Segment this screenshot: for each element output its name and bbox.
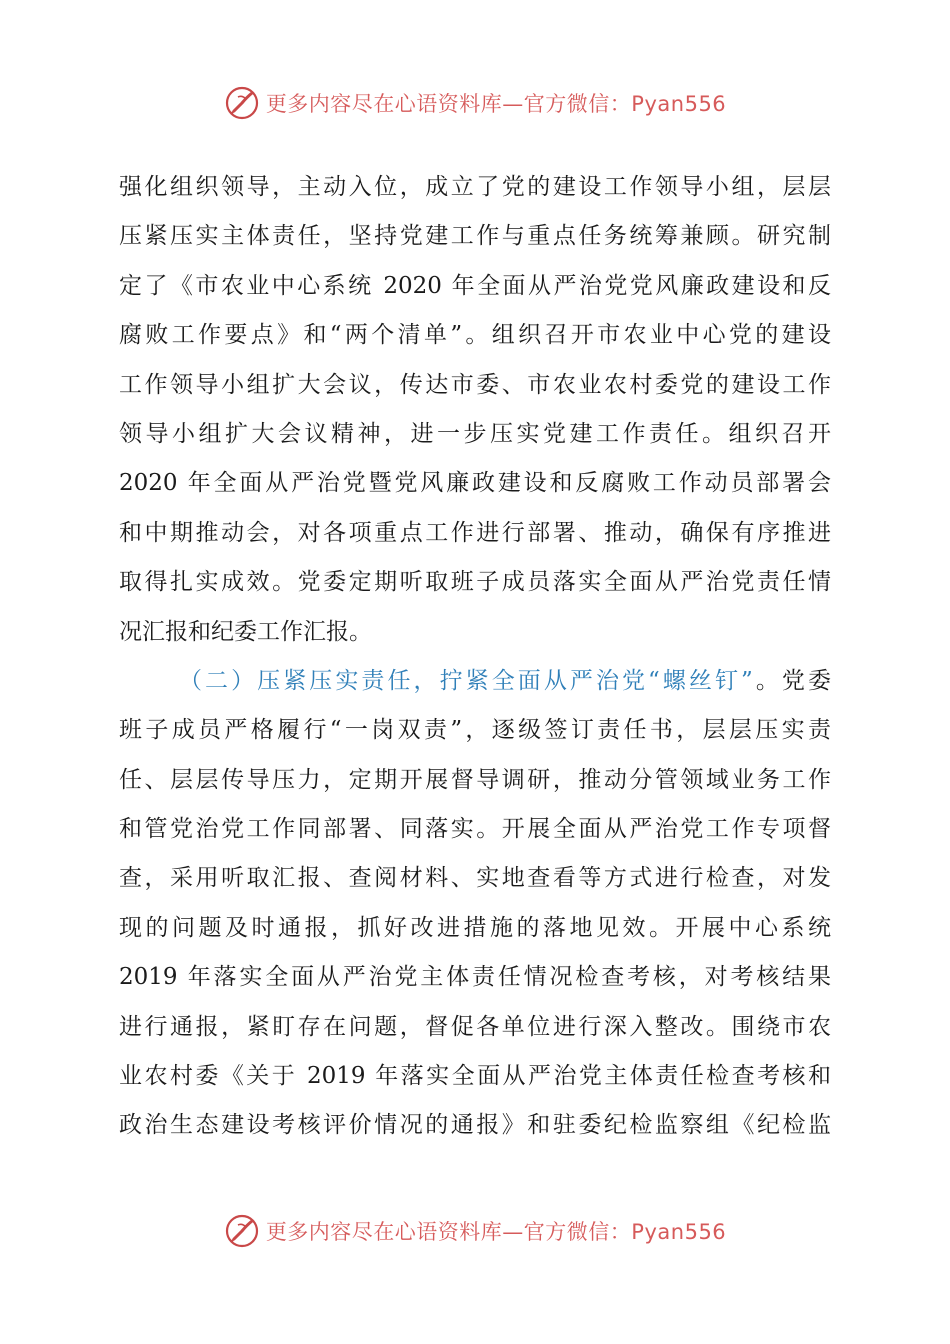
heading-trailing-text: 。党委 [752,667,831,694]
text-line: 2020 年全面从严治党暨党风廉政建设和反腐败工作动员部署会 [119,470,831,497]
text-line: 查，采用听取汇报、查阅材料、实地查看等方式进行检查，对发 [119,865,831,892]
watermark-text: 更多内容尽在心语资料库—官方微信：Pyan556 [265,1220,727,1244]
text-line: 定了《市农业中心系统 2020 年全面从严治党党风廉政建设和反 [119,272,831,299]
text-line: 和中期推动会，对各项重点工作进行部署、推动，确保有序推进 [119,519,831,546]
document-body [119,163,831,1151]
text-line: 况汇报和纪委工作汇报。 [119,618,372,645]
text-line: 进行通报，紧盯存在问题，督促各单位进行深入整改。围绕市农 [119,1013,831,1040]
footer-watermark [0,1211,950,1251]
watermark-text: 更多内容尽在心语资料库—官方微信：Pyan556 [265,92,727,116]
text-line: 现的问题及时通报，抓好改进措施的落地见效。开展中心系统 [119,914,831,941]
text-line: 取得扎实成效。党委定期听取班子成员落实全面从严治党责任情 [119,569,831,596]
pen-logo-icon [224,85,260,121]
section-heading-line [119,657,831,706]
text-line: 班子成员严格履行“一岗双责”，逐级签订责任书，层层压实责 [119,717,831,744]
text-line: 任、层层传导压力，定期开展督导调研，推动分管领域业务工作 [119,766,831,793]
text-line: 压紧压实主体责任，坚持党建工作与重点任务统筹兼顾。研究制 [119,223,831,250]
text-line: 腐败工作要点》和“两个清单”。组织召开市农业中心党的建设 [119,322,831,349]
text-line: 强化组织领导，主动入位，成立了党的建设工作领导小组，层层 [119,174,831,200]
text-line: 领导小组扩大会议精神，进一步压实党建工作责任。组织召开 [119,420,831,447]
text-line: 政治生态建设考核评价情况的通报》和驻委纪检监察组《纪检监 [119,1112,831,1139]
text-line: 和管党治党工作同部署、同落实。开展全面从严治党工作专项督 [119,816,831,843]
text-line: 工作领导小组扩大会议，传达市委、市农业农村委党的建设工作 [119,371,831,398]
text-line: 2019 年落实全面从严治党主体责任情况检查考核，对考核结果 [119,964,831,991]
header-watermark [0,83,950,123]
pen-logo-icon [224,1213,260,1249]
text-line: 业农村委《关于 2019 年落实全面从严治党主体责任检查考核和 [119,1063,831,1090]
section-heading: （二）压紧压实责任，拧紧全面从严治党“螺丝钉” [179,667,753,694]
